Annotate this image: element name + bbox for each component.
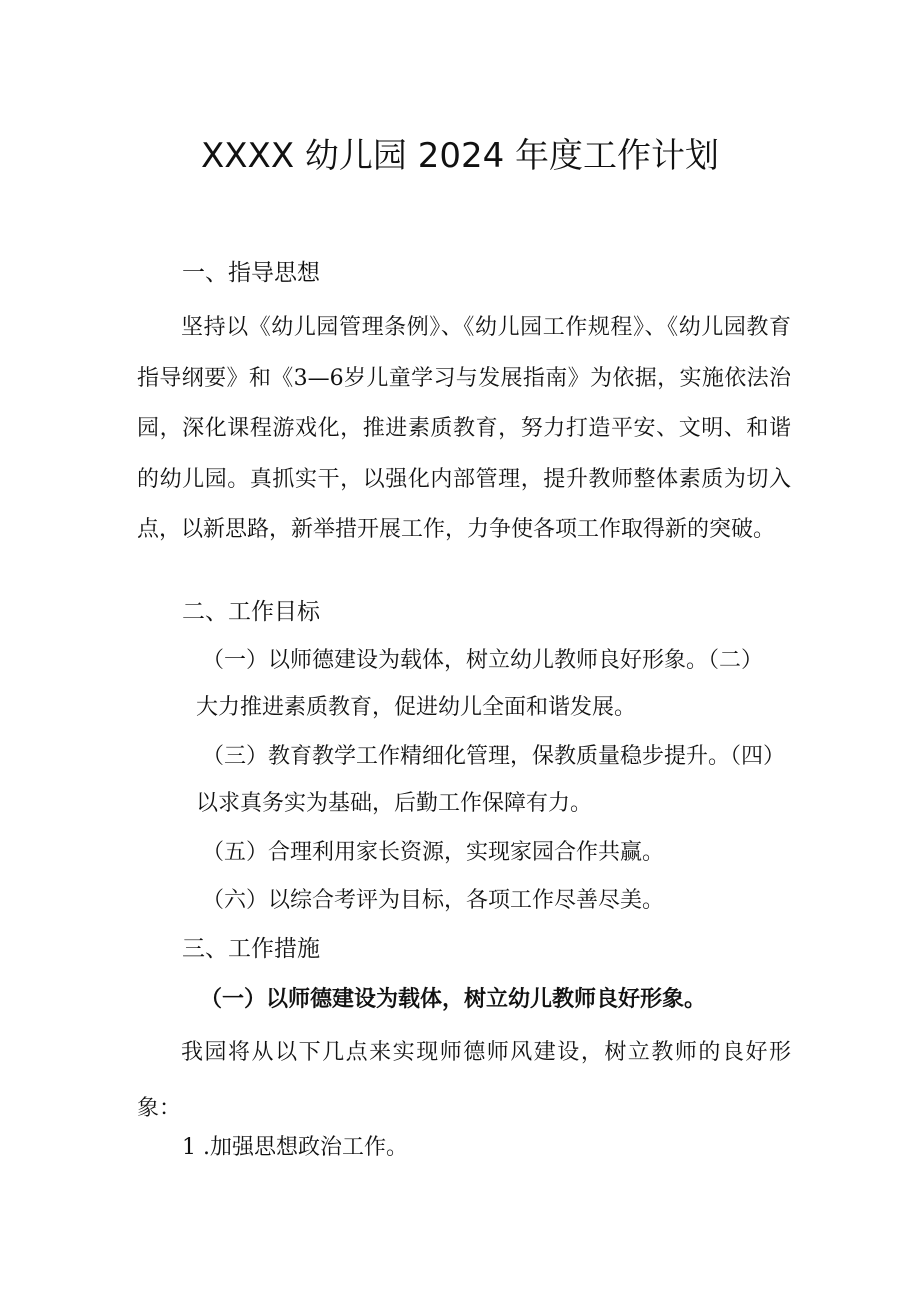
goal-item [196,877,808,924]
measure-list-item: 1 .加强思想政治工作。 [182,1135,408,1160]
section-heading-guiding-ideology: 一、指导思想 [182,260,320,286]
goal-line: （三）教育教学工作精细化管理，保教质量稳步提升。（四） [202,744,786,769]
goal-line: 大力推进素质教育，促进幼儿全面和谐发展。 [196,695,637,720]
page-title: XXXX 幼儿园 2024 年度工作计划 [200,136,720,176]
goal-line: （一）以师德建设为载体，树立幼儿教师良好形象。（二） [202,648,764,673]
goal-line: （六）以综合考评为目标，各项工作尽善尽美。 [202,888,665,913]
goal-line: （五）合理利用家长资源，实现家园合作共赢。 [202,840,665,865]
goal-line: 以求真务实为基础，后勤工作保障有力。 [196,791,593,816]
section-heading-work-measures: 三、工作措施 [182,936,320,962]
goal-item [196,733,808,827]
measure-subheading: （一）以师德建设为载体，树立幼儿教师良好形象。 [200,986,707,1012]
goal-item [196,637,808,731]
goal-item [196,829,808,876]
measure-paragraph: 我园将从以下几点来实现师德师风建设，树立教师的良好形象： [137,1040,791,1121]
guiding-ideology-paragraph: 坚持以《幼儿园管理条例》、《幼儿园工作规程》、《幼儿园教育指导纲要》和《3—6岁儿童学习与发展指南》为依据，实施依法治园，深化课程游戏化，推进素质教育，努力打造平安、文明、和谐的幼儿园。真抓实干，以强化内部管理，提升教师整体素质为切入点，以新思路，新举措开展工作，力争使各项工作取得新的突破。 [137,315,791,543]
section-heading-work-goals: 二、工作目标 [182,599,320,625]
